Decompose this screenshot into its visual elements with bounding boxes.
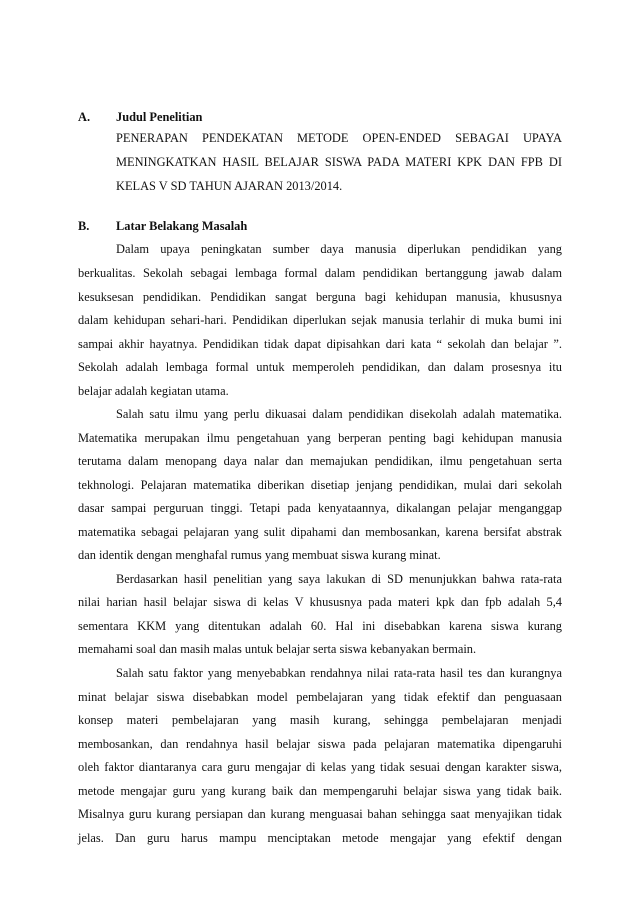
paragraph-line: dalam kehidupan sehari-hari. Pendidikan diperlukan sejak manusia terlahir di muka bumi ini [78,313,562,327]
section-b-title: Latar Belakang Masalah [116,219,248,233]
paragraph-line: belajar adalah kegiatan utama. [78,384,229,398]
paragraph-line: Salah satu faktor yang menyebabkan rendahnya nilai rata-rata hasil tes dan kurangnya [116,666,562,680]
paragraph-line: sampai akhir hayatnya. Pendidikan tidak dapat dipisahkan dari kata “ sekolah dan belajar ”. [78,337,562,351]
research-title-line: PENERAPAN PENDEKATAN METODE OPEN-ENDED SEBAGAI UPAYA [116,131,562,145]
paragraph-line: jelas. Dan guru harus mampu menciptakan metode mengajar yang efektif dengan [78,831,562,845]
section-a-title: Judul Penelitian [116,110,203,124]
paragraph-line: Dalam upaya peningkatan sumber daya manusia diperlukan pendidikan yang [116,242,562,256]
section-b-heading [78,216,247,236]
paragraph-line: tekhnologi. Pelajaran matematika diberikan disetiap jenjang pendidikan, mulai dari sekolah [78,478,562,492]
paragraph-line: metode mengajar guru yang kurang baik dan mempengaruhi belajar siswa yang tidak baik. [78,784,562,798]
paragraph-line: Berdasarkan hasil penelitian yang saya lakukan di SD menunjukkan bahwa rata-rata [116,572,562,586]
paragraph-line: konsep materi pembelajaran yang masih kurang, sehingga pembelajaran menjadi [78,713,562,727]
paragraph-line: matematika sebagai pelajaran yang sulit dipahami dan membosankan, karena bersifat abstrak [78,525,562,539]
section-b-number: B. [78,219,90,233]
section-a-heading [78,107,202,127]
paragraph-line: Sekolah adalah lembaga formal untuk memperoleh pendidikan, dan dalam prosesnya itu [78,360,562,374]
paragraph-line: dan identik dengan menghafal rumus yang membuat siswa kurang minat. [78,548,441,562]
paragraph-line: berkualitas. Sekolah sebagai lembaga formal dalam pendidikan bertanggung jawab dalam [78,266,562,280]
paragraph-line: Misalnya guru kurang persiapan dan kurang menguasai bahan sehingga saat menyajikan tidak [78,807,562,821]
paragraph-line: membosankan, dan rendahnya hasil belajar siswa pada pelajaran matematika dipengaruhi [78,737,562,751]
paragraph-line: nilai harian hasil belajar siswa di kelas V khususnya pada materi kpk dan fpb adalah 5,4 [78,595,562,609]
section-a-number: A. [78,110,91,124]
paragraph-line: terutama dalam menopang daya nalar dan memajukan pendidikan, ilmu pengetahuan serta [78,454,562,468]
paragraph-line: minat belajar siswa disebabkan model pembelajaran yang tidak efektif dan penguasaan [78,690,562,704]
paragraph-line: oleh faktor diantaranya cara guru mengajar di kelas yang tidak sesuai dengan karakter siswa, [78,760,562,774]
research-title-line: KELAS V SD TAHUN AJARAN 2013/2014. [116,179,343,193]
paragraph-line: memahami soal dan masih malas untuk belajar serta siswa kebanyakan bermain. [78,642,477,656]
research-title-line: MENINGKATKAN HASIL BELAJAR SISWA PADA MATERI KPK DAN FPB DI [116,155,562,169]
paragraph-line: Salah satu ilmu yang perlu dikuasai dalam pendidikan disekolah adalah matematika. [116,407,562,421]
paragraph-line: Matematika merupakan ilmu pengetahuan yang berperan penting bagi kehidupan manusia [78,431,562,445]
paragraph-line: kesuksesan pendidikan. Pendidikan sangat berguna bagi kehidupan manusia, khususnya [78,290,562,304]
paragraph-line: sementara KKM yang ditentukan adalah 60. Hal ini disebabkan karena siswa kurang [78,619,562,633]
paragraph-line: dasar sampai perguruan tinggi. Tetapi pada kenyataannya, dikalangan pelajar menganggap [78,501,562,515]
